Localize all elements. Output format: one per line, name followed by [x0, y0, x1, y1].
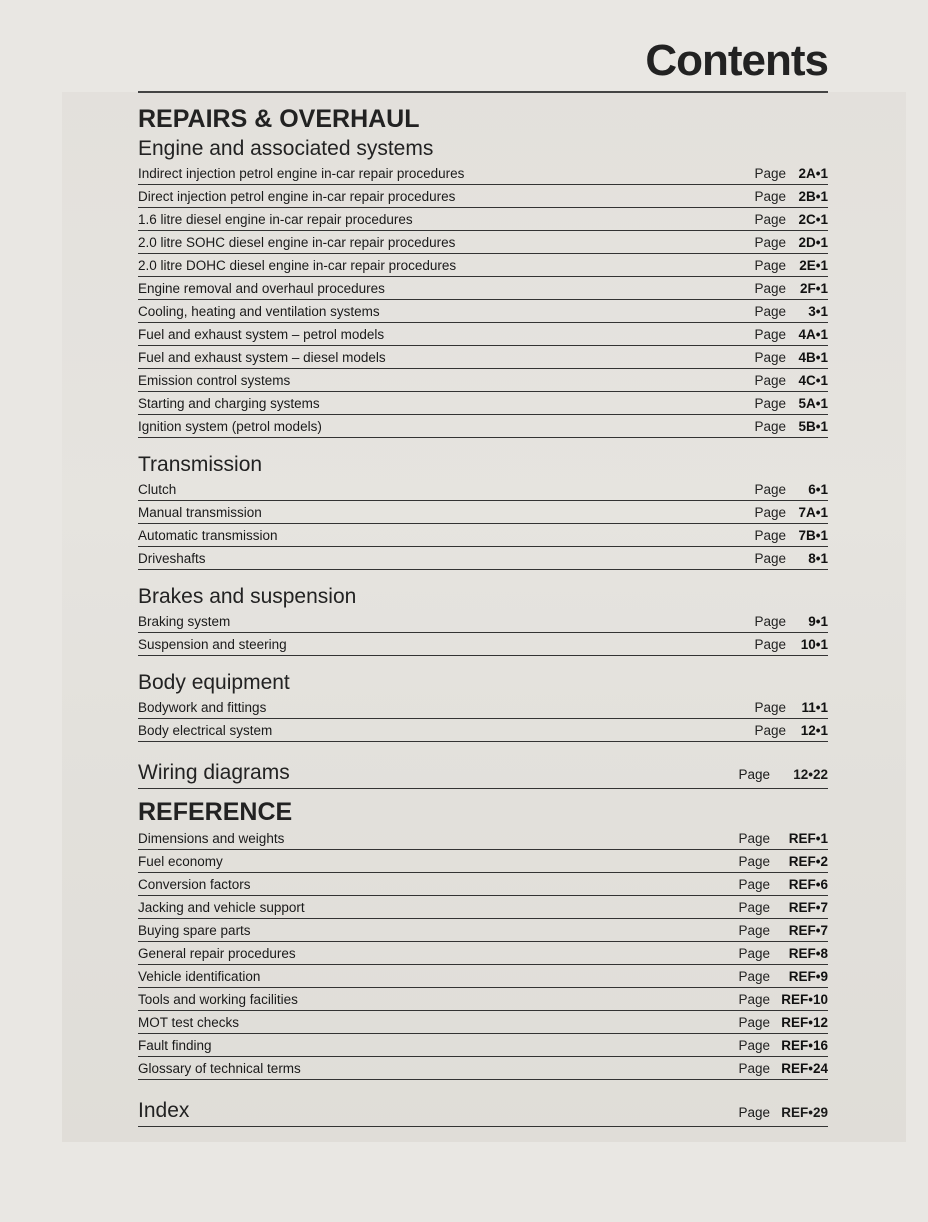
toc-entry-label: Engine removal and overhaul procedures	[138, 280, 385, 296]
page-label: Page	[754, 613, 786, 629]
group-brakes-items	[138, 610, 828, 656]
page-label: Page	[754, 326, 786, 342]
toc-entry-page	[738, 992, 828, 1007]
toc-entry-page	[754, 327, 828, 342]
group-title-engine: Engine and associated systems	[138, 137, 434, 160]
page-label: Page	[754, 722, 786, 738]
toc-entry-label: Vehicle identification	[138, 968, 261, 984]
group-transmission-items	[138, 478, 828, 570]
toc-entry-page	[738, 946, 828, 961]
page-label: Page	[738, 899, 770, 915]
wiring-diagrams-entry[interactable]	[138, 754, 828, 789]
toc-entry[interactable]	[138, 501, 828, 524]
page-label: Page	[754, 550, 786, 566]
toc-entry[interactable]	[138, 719, 828, 742]
toc-entry[interactable]	[138, 185, 828, 208]
page-number: 9•1	[808, 613, 828, 629]
page-number: 2A•1	[798, 165, 828, 181]
toc-entry[interactable]	[138, 524, 828, 547]
toc-entry-label: Cooling, heating and ventilation systems	[138, 303, 380, 319]
page-label: Page	[738, 1037, 770, 1053]
toc-entry-label: Conversion factors	[138, 876, 251, 892]
toc-entry[interactable]	[138, 478, 828, 501]
page-number: REF•1	[788, 830, 828, 846]
page-title: Contents	[645, 36, 828, 85]
toc-entry-label: Ignition system (petrol models)	[138, 418, 322, 434]
page-number: REF•7	[788, 899, 828, 915]
page-number: 7B•1	[798, 527, 828, 543]
toc-entry-label: 1.6 litre diesel engine in-car repair procedures	[138, 211, 413, 227]
toc-entry[interactable]	[138, 1057, 828, 1080]
page-label: Page	[754, 527, 786, 543]
toc-entry-label: Fuel economy	[138, 853, 223, 869]
toc-entry[interactable]	[138, 633, 828, 656]
toc-entry-page	[754, 614, 828, 629]
page-number: 10•1	[800, 636, 828, 652]
group-engine-items	[138, 162, 828, 438]
page-label: Page	[754, 234, 786, 250]
page-number: 12•1	[800, 722, 828, 738]
page-number: REF•16	[781, 1037, 828, 1053]
toc-entry-page	[754, 700, 828, 715]
page-number: 2F•1	[800, 280, 828, 296]
page-number: 3•1	[808, 303, 828, 319]
toc-entry[interactable]	[138, 208, 828, 231]
toc-entry-label: Bodywork and fittings	[138, 699, 267, 715]
section-heading-repairs: REPAIRS & OVERHAUL	[138, 105, 420, 133]
toc-entry-label: Tools and working facilities	[138, 991, 298, 1007]
group-title-brakes: Brakes and suspension	[138, 585, 357, 608]
toc-entry[interactable]	[138, 827, 828, 850]
toc-entry-page	[738, 969, 828, 984]
toc-entry[interactable]	[138, 254, 828, 277]
page-number: REF•10	[781, 991, 828, 1007]
toc-entry[interactable]	[138, 1034, 828, 1057]
toc-entry-page	[738, 923, 828, 938]
page-number: 2D•1	[798, 234, 828, 250]
page-label: Page	[754, 636, 786, 652]
toc-entry-page	[754, 723, 828, 738]
page-number: 5A•1	[798, 395, 828, 411]
page-label: Page	[754, 504, 786, 520]
toc-entry-label: Direct injection petrol engine in-car repair procedures	[138, 188, 456, 204]
page-number: REF•7	[788, 922, 828, 938]
page-number: REF•6	[788, 876, 828, 892]
page-number: 4C•1	[798, 372, 828, 388]
page-number: 11•1	[801, 699, 828, 715]
toc-entry[interactable]	[138, 988, 828, 1011]
toc-entry[interactable]	[138, 942, 828, 965]
page-number: 6•1	[808, 481, 828, 497]
toc-entry-page	[754, 281, 828, 296]
page-label: Page	[754, 188, 786, 204]
index-title: Index	[138, 1099, 190, 1122]
page-number: REF•29	[781, 1105, 828, 1120]
page-label: Page	[754, 481, 786, 497]
page-label: Page	[738, 1014, 770, 1030]
page-label: Page	[754, 349, 786, 365]
page-label: Page	[754, 165, 786, 181]
toc-entry-page	[754, 637, 828, 652]
page-label: Page	[738, 853, 770, 869]
toc-entry-page	[754, 235, 828, 250]
page-number: 12•22	[793, 767, 828, 782]
page-number: 2C•1	[798, 211, 828, 227]
toc-entry-label: Jacking and vehicle support	[138, 899, 305, 915]
page-number: REF•12	[781, 1014, 828, 1030]
toc-entry-page	[738, 900, 828, 915]
page-label: Page	[738, 922, 770, 938]
toc-entry[interactable]	[138, 231, 828, 254]
toc-entry-page	[754, 419, 828, 434]
toc-entry-page	[754, 258, 828, 273]
page-number: 2B•1	[798, 188, 828, 204]
page-label: Page	[754, 211, 786, 227]
toc-entry[interactable]	[138, 873, 828, 896]
page-label: Page	[754, 418, 786, 434]
index-entry[interactable]	[138, 1092, 828, 1127]
toc-entry[interactable]	[138, 369, 828, 392]
toc-entry-label: Body electrical system	[138, 722, 273, 738]
toc-entry-page	[754, 482, 828, 497]
table-of-contents	[138, 104, 828, 1127]
toc-entry-label: Automatic transmission	[138, 527, 278, 543]
page-number: 5B•1	[798, 418, 828, 434]
toc-entry[interactable]	[138, 965, 828, 988]
page-label: Page	[754, 699, 786, 715]
group-body-items	[138, 696, 828, 742]
toc-entry[interactable]	[138, 850, 828, 873]
page-label: Page	[754, 372, 786, 388]
toc-entry-page	[738, 1061, 828, 1076]
toc-entry-label: Driveshafts	[138, 550, 206, 566]
toc-entry-page	[754, 189, 828, 204]
page-number: REF•8	[788, 945, 828, 961]
page-label: Page	[738, 968, 770, 984]
toc-entry[interactable]	[138, 392, 828, 415]
toc-entry[interactable]	[138, 1011, 828, 1034]
toc-entry[interactable]	[138, 696, 828, 719]
page-label: Page	[754, 280, 786, 296]
wiring-diagrams-title: Wiring diagrams	[138, 761, 290, 784]
page-number: 8•1	[808, 550, 828, 566]
reference-items	[138, 827, 828, 1080]
page-number: REF•9	[788, 968, 828, 984]
section-heading-reference: REFERENCE	[138, 798, 293, 826]
toc-entry-label: Indirect injection petrol engine in-car repair procedures	[138, 165, 465, 181]
toc-entry-label: Manual transmission	[138, 504, 262, 520]
toc-entry-page	[738, 831, 828, 846]
page-number: 4B•1	[798, 349, 828, 365]
toc-entry-label: Dimensions and weights	[138, 830, 285, 846]
toc-entry[interactable]	[138, 162, 828, 185]
toc-entry-page	[754, 166, 828, 181]
toc-entry-label: General repair procedures	[138, 945, 296, 961]
toc-entry-label: 2.0 litre SOHC diesel engine in-car repair procedures	[138, 234, 456, 250]
toc-entry[interactable]	[138, 300, 828, 323]
toc-entry-label: Emission control systems	[138, 372, 291, 388]
toc-entry[interactable]	[138, 323, 828, 346]
toc-entry-page	[754, 373, 828, 388]
page-label: Page	[754, 303, 786, 319]
toc-entry-page	[738, 1015, 828, 1030]
toc-entry-page	[754, 528, 828, 543]
toc-entry-page	[738, 1038, 828, 1053]
page-number: 4A•1	[798, 326, 828, 342]
toc-entry-label: Fault finding	[138, 1037, 212, 1053]
group-title-body: Body equipment	[138, 671, 290, 694]
toc-entry-page	[738, 877, 828, 892]
page-label: Page	[738, 767, 770, 782]
title-rule	[138, 91, 828, 93]
toc-entry[interactable]	[138, 547, 828, 570]
toc-entry-label: Suspension and steering	[138, 636, 287, 652]
toc-entry-label: Clutch	[138, 481, 177, 497]
toc-entry-label: Fuel and exhaust system – petrol models	[138, 326, 385, 342]
page-label: Page	[754, 257, 786, 273]
toc-entry[interactable]	[138, 277, 828, 300]
toc-entry[interactable]	[138, 346, 828, 369]
toc-entry-page	[754, 505, 828, 520]
page-label: Page	[738, 830, 770, 846]
toc-entry-label: Braking system	[138, 613, 231, 629]
toc-entry-label: Glossary of technical terms	[138, 1060, 301, 1076]
toc-entry-label: Buying spare parts	[138, 922, 251, 938]
toc-entry-page	[754, 350, 828, 365]
page-number: 2E•1	[799, 257, 828, 273]
group-title-transmission: Transmission	[138, 453, 263, 476]
page-number: REF•24	[781, 1060, 828, 1076]
toc-entry[interactable]	[138, 610, 828, 633]
page-label: Page	[738, 1060, 770, 1076]
page-label: Page	[738, 876, 770, 892]
toc-entry-label: MOT test checks	[138, 1014, 240, 1030]
toc-entry-label: Starting and charging systems	[138, 395, 320, 411]
page-label: Page	[738, 991, 770, 1007]
toc-entry[interactable]	[138, 415, 828, 438]
toc-entry-page	[754, 212, 828, 227]
page-number: REF•2	[788, 853, 828, 869]
toc-entry[interactable]	[138, 919, 828, 942]
toc-entry-page	[738, 854, 828, 869]
page-number: 7A•1	[798, 504, 828, 520]
page-label: Page	[754, 395, 786, 411]
toc-entry-page	[754, 396, 828, 411]
toc-entry-page	[754, 551, 828, 566]
toc-entry-page	[754, 304, 828, 319]
page-label: Page	[738, 945, 770, 961]
page-label: Page	[738, 1105, 770, 1120]
toc-entry-label: 2.0 litre DOHC diesel engine in-car repair procedures	[138, 257, 457, 273]
toc-entry-label: Fuel and exhaust system – diesel models	[138, 349, 386, 365]
toc-entry[interactable]	[138, 896, 828, 919]
